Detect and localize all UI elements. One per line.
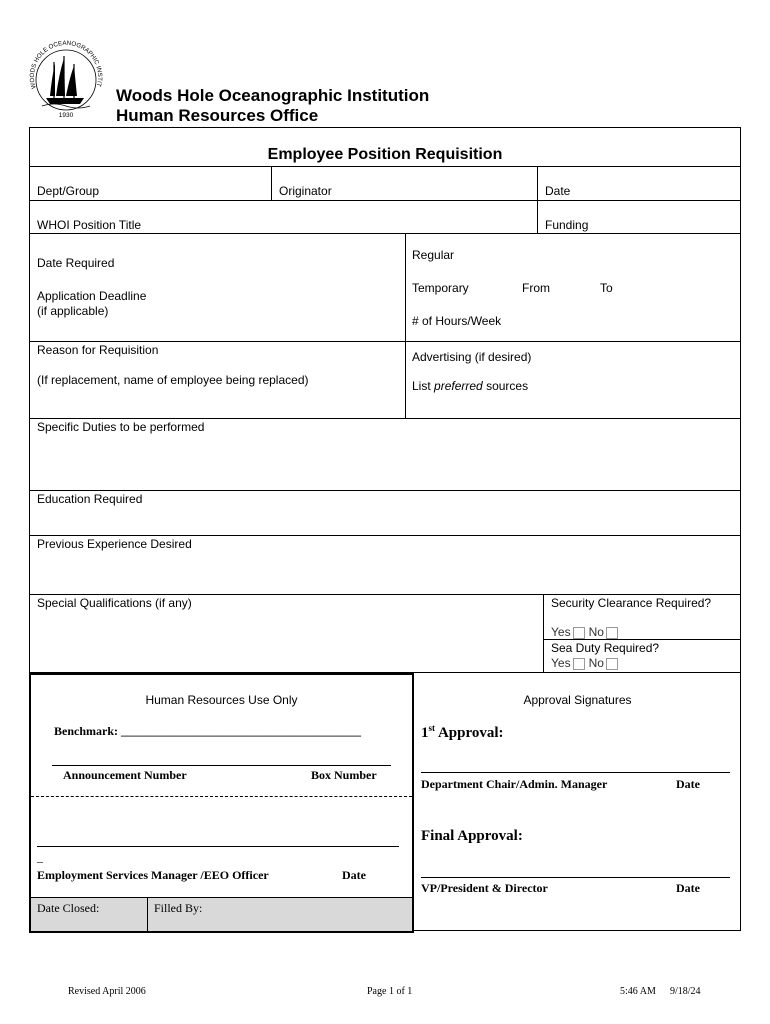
print-time: 5:46 AM	[620, 986, 656, 997]
whoi-logo	[24, 40, 108, 120]
signature-dash: _	[37, 850, 43, 864]
sea-duty-label: Sea Duty Required?	[551, 641, 660, 655]
sea-duty-yes-checkbox[interactable]	[573, 658, 585, 670]
print-date: 9/18/24	[670, 986, 701, 997]
sea-duty-yes-no: Yes No	[551, 656, 622, 670]
advertising-label: Advertising (if desired)	[412, 350, 532, 364]
special-quals-label: Special Qualifications (if any)	[37, 596, 192, 610]
security-clearance-label: Security Clearance Required?	[551, 596, 712, 610]
to-label: To	[600, 281, 613, 295]
final-approval-label: Final Approval:	[421, 828, 523, 844]
hours-week-label: # of Hours/Week	[412, 314, 502, 328]
logo-ring-text: WOODS HOLE OCEANOGRAPHIC INSTIT	[28, 40, 104, 90]
dept-chair-label: Department Chair/Admin. Manager	[421, 777, 608, 791]
date-required-label: Date Required	[37, 256, 115, 270]
app-deadline-note: (if applicable)	[37, 304, 109, 318]
box-number-label: Box Number	[311, 768, 377, 782]
position-title-label: WHOI Position Title	[37, 218, 142, 232]
funding-label: Funding	[545, 218, 589, 232]
first-approval-label: 1st Approval:	[421, 723, 504, 741]
hr-use-only-box	[29, 673, 414, 933]
dept-chair-date-label: Date	[676, 777, 700, 791]
regular-label: Regular	[412, 248, 455, 262]
duties-label: Specific Duties to be performed	[37, 420, 205, 434]
reason-label: Reason for Requisition	[37, 343, 159, 357]
date-label: Date	[545, 184, 571, 198]
approval-title: Approval Signatures	[523, 693, 632, 707]
originator-label: Originator	[279, 184, 332, 198]
benchmark-field: Benchmark: ________________________________________	[54, 724, 361, 738]
security-yes-no: Yes No	[551, 625, 622, 639]
announcement-number-label: Announcement Number	[63, 768, 187, 782]
replacement-label: (If replacement, name of employee being replaced)	[37, 373, 309, 387]
dept-group-label: Dept/Group	[37, 184, 100, 198]
form-title: Employee Position Requisition	[267, 146, 503, 163]
page-number: Page 1 of 1	[367, 986, 413, 997]
requisition-form	[29, 127, 741, 673]
date-closed-label: Date Closed:	[37, 901, 100, 915]
esm-eeo-label: Employment Services Manager /EEO Officer	[37, 868, 269, 882]
sea-duty-no-checkbox[interactable]	[606, 658, 618, 670]
logo-year: 1930	[58, 112, 74, 119]
office-name: Human Resources Office	[116, 106, 319, 125]
education-label: Education Required	[37, 492, 143, 506]
app-deadline-label: Application Deadline	[37, 289, 147, 303]
revised-date: Revised April 2006	[68, 986, 146, 997]
security-yes-checkbox[interactable]	[573, 627, 585, 639]
vp-director-label: VP/President & Director	[421, 881, 548, 895]
from-label: From	[522, 281, 550, 295]
preferred-sources-label: List preferred sources	[412, 379, 529, 393]
institution-name: Woods Hole Oceanographic Institution	[116, 86, 430, 105]
vp-date-label: Date	[676, 881, 700, 895]
temporary-label: Temporary	[412, 281, 469, 295]
experience-label: Previous Experience Desired	[37, 537, 192, 551]
security-no-checkbox[interactable]	[606, 627, 618, 639]
hr-divider-dashed	[31, 796, 412, 797]
hr-use-only-title: Human Resources Use Only	[145, 693, 298, 707]
filled-by-label: Filled By:	[154, 901, 203, 915]
esm-date-label: Date	[342, 868, 366, 882]
